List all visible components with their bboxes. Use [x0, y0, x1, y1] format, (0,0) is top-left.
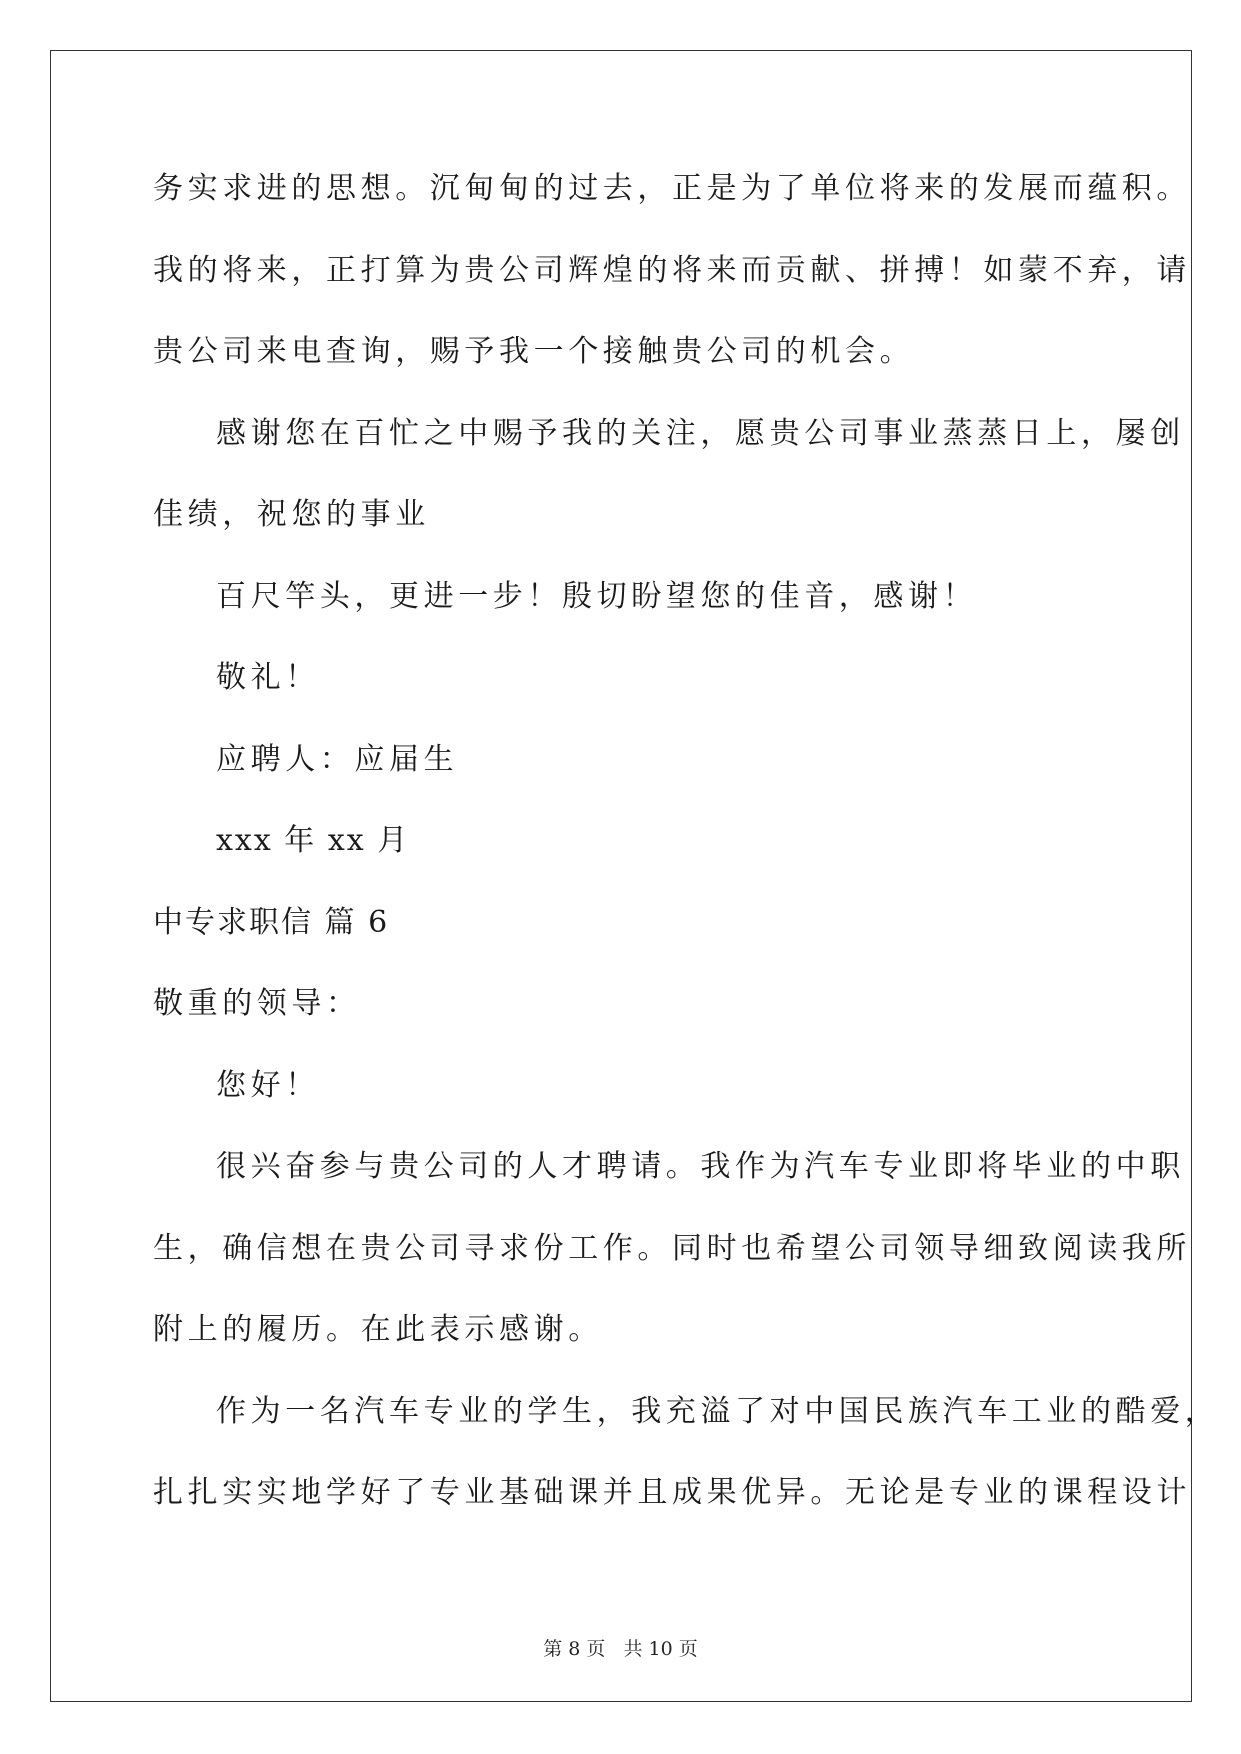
text-line: 感谢您在百忙之中赐予我的关注，愿贵公司事业蒸蒸日上，屡创	[216, 415, 1185, 451]
text-line: 生，确信想在贵公司寻求份工作。同时也希望公司领导细致阅读我所	[153, 1230, 1191, 1266]
text-line: 贵公司来电查询，赐予我一个接触贵公司的机会。	[153, 334, 915, 369]
text-line: 附上的履历。在此表示感谢。	[153, 1312, 603, 1347]
text-line: 扎扎实实地学好了专业基础课并且成果优异。无论是专业的课程设计	[153, 1475, 1191, 1510]
text-line: 作为一名汽车专业的学生，我充溢了对中国民族汽车工业的酷爱，	[216, 1393, 1220, 1429]
closing-salutation: 敬礼！	[216, 660, 320, 695]
greeting: 您好！	[216, 1067, 320, 1103]
section-heading: 中专求职信 篇 6	[153, 904, 390, 940]
page-footer	[0, 1634, 1241, 1661]
text-line: 百尺竿头，更进一步！殷切盼望您的佳音，感谢！	[216, 578, 978, 614]
date-line: xxx 年 xx 月	[216, 823, 410, 858]
text-line: 我的将来，正打算为贵公司辉煌的将来而贡献、拼搏！如蒙不弃，请	[153, 252, 1191, 288]
salutation: 敬重的领导：	[153, 986, 361, 1021]
document-body	[153, 148, 1220, 1534]
text-line: 佳绩，祝您的事业	[153, 497, 430, 532]
signature-line: 应聘人：应届生	[216, 741, 459, 777]
page-number: 第 8 页	[543, 1638, 606, 1660]
page-total: 共 10 页	[623, 1638, 698, 1660]
text-line: 很兴奋参与贵公司的人才聘请。我作为汽车专业即将毕业的中职	[216, 1149, 1185, 1184]
text-line: 务实求进的思想。沉甸甸的过去，正是为了单位将来的发展而蕴积。	[153, 171, 1191, 206]
